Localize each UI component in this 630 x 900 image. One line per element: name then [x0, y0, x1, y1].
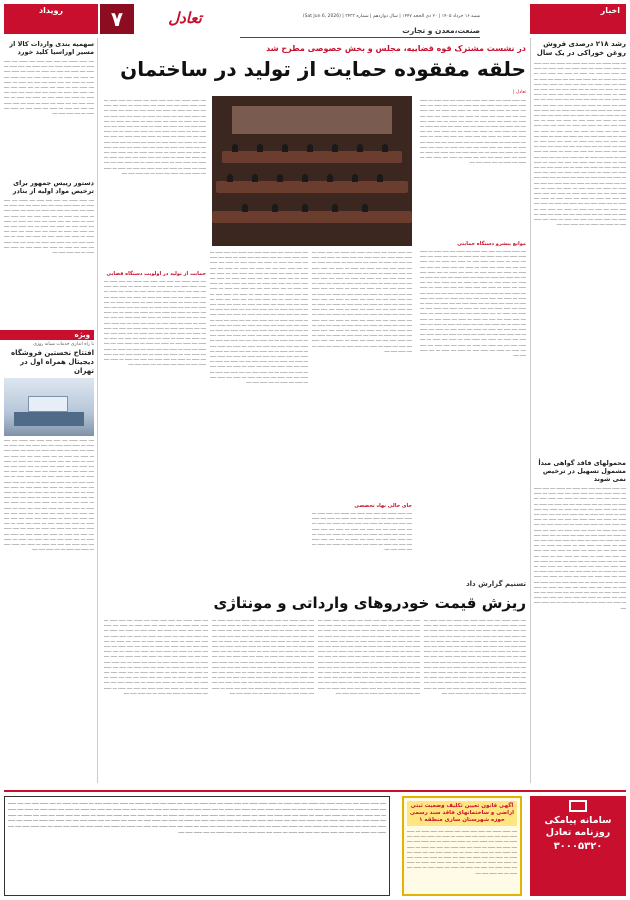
story-text: ـــــ ـــــــ ــــــــ ـــــ ــــــ ــــــ ـــــــ ـــــ ــــــــ ـــــ ــــــ ـــــــ ــــ ـــــــ ـــــــ ـــــــ ـــــ ــــــ ـــــــ ـــــ ــــــ ـــــــ ــــ ـــــــ ـــــ ـــــــ ـــــ ــــــ ـــــ ـــــــ ــــ ـــــــ ـــــ ـــــــ ــــــ ــــ ـــــــ ـــــ ـــــــ ــــ ـــــ ـــــــ ــــــ ـــــ ـــــ ـــــــ ـــــ ـــــــ ــــ ـــــــ ـــــ ــــــ ـــــــ ـــــ ــــــ ـــــ ـــــــ ــــ ـــــــ ـــــ ـــــــ ــــــ ــــ ـــــــ ـــــ ـــــــ ــــ ـــــ ـــــــ ــــــ ـــــ ـــــ ـــــــ ـــــ ـــــــ ــــ ـــــــ ـــــ ــــــ ـــــــ ـــــ ــــــ ـــــ ـــــــ ــــ ـــــــ ـــــ ـــــــ ــــــ ــــ ـــــــ ـــــ ـــــــ ــــ ـــــ ـــــــ ــــــ ـــــ ـــــ ـــــــ ـــــ ـــــــ ــــ ـــــــ ـــــ ــــــ ـــــــ ـــــ ــــــ ـــــ ـــــــ ــــ ـــــــ ـــــ ـــــــ ــــــ ــــ ـــــــ ـــــ ـــــــ ــــ ـــــ ـــــــ ــــــ ـــــ ـــــ ـــــــ ـــــ ـــــــ ــــ ـــــــ ـــــ ــــــ ـــــــ ـــــ ــــــ ـــــ ـــــــ ــــ ـــــــ ـــــ ـــــــ ــــــ ــــ ـــــــ ـــــ ـــــــ ــــ ـــــ ـــــــ ــــــ ـــــ ـــــ ـــــــ ـــــ ـــــــ ــــ ـــــــ ـــــ ــــــ ـــــــ ـــــ ــــــ ـــــ ـــــــ ــــ ـــــــ ـــــ ـــــــ ــــــ ــــ ـــــــ ـــــ ـــــــ ــــ ـــــ ـــــــ ــــــ ـــــ ـــــ ـــــــ ـــــ ـــــــ ــــ ـــــــ ـــــ ــــــ ـــــــ ـــــ ــــــ ـــــ ـــــــ ــــ ـــــــ ـــــ ـــــــ ــــــ ــــ ـــــــ ـــــ ـــــــ ــــ ـــــ ـــــــ ــــــ ـــــ ـــــ ـــــــ ـــــ ـــــــ ــــ ـــــــ ـــــ ــــــ ـــــــ ـــــ ــــــ ـــــ ـــــــ ــــ ـــــــ ـــــ ـــــــ ــــــ ــــ ـــــــ ـــــ ـــــــ ــــ ـــــ ـــــــ ــــــ ـــــ [104, 279, 206, 367]
attendee [277, 174, 283, 182]
attendee [382, 144, 388, 152]
story-text: ـــــ ـــــــ ــــــــ ـــــ ــــــ ــــــ ـــــــ ـــــ ــــــــ ـــــ ــــــ ـــــــ ــــ ـــــــ ـــــــ ـــــــ ـــــ ــــــ ـــــــ ـــــ ــــــ ـــــــ ــــ ـــــــ ـــــ ـــــــ ـــــ ــــــ ـــــ ـــــــ ــــ ـــــــ ـــــ ـــــــ ــــــ ــــ ـــــــ ـــــ ـــــــ ــــ ـــــ ـــــــ ــــــ ـــــ ـــــ ـــــــ ـــــ ـــــــ ــــ ـــــــ ـــــ ــــــ ـــــــ ـــــ ــــــ ـــــ ـــــــ ــــ ـــــــ ـــــ ـــــــ ــــــ ــــ ـــــــ ـــــ ـــــــ ــــ ـــــ ـــــــ ــــــ ـــــ ـــــ ـــــــ ـــــ ـــــــ ــــ ـــــــ ـــــ ــــــ ـــــــ ـــــ ــــــ ـــــ ـــــــ ــــ ـــــــ ـــــ ـــــــ ــــــ ــــ ـــــــ ـــــ ـــــــ ــــ ـــــ ـــــــ ــــــ ـــــ ـــــ ـــــــ ـــــ ـــــــ ــــ ـــــــ ـــــ ــــــ ـــــــ ـــــ ــــــ ـــــ ـــــــ ــــ ـــــــ ـــــ ـــــــ ــــــ ــــ ـــــــ ـــــ ـــــــ ــــ ـــــ ـــــــ ــــــ ـــــ ـــــ ـــــــ ـــــ ـــــــ ــــ ـــــــ ـــــ ــــــ ـــــــ ـــــ ــــــ ـــــ ـــــــ ــــ ـــــــ ـــــ ـــــــ ــــــ ــــ ـــــــ ـــــ ـــــــ ــــ ـــــ ـــــــ ــــــ ـــــ ـــــ ـــــــ ـــــ ـــــــ ــــ ـــــــ ـــــ ــــــ ـــــــ ـــــ ــــــ ـــــ ـــــــ ــــ ـــــــ ـــــ ـــــــ ــــــ ــــ ـــــــ ـــــ ـــــــ ــــ ـــــ ـــــــ ــــــ ـــــ ـــــ ـــــــ ـــــ ـــــــ ــــ ـــــــ ـــــ ــــــ ـــــــ ـــــ ــــــ ـــــ ـــــــ ــــ ـــــــ ـــــ ـــــــ ــــــ ــــ ـــــــ ـــــ ـــــــ ــــ ـــــ ـــــــ ــــــ ـــــ [424, 618, 526, 695]
byline: تعادل | [512, 90, 526, 95]
story-text: ـــــ ـــــــ ــــــــ ـــــ ــــــ ــــــ ـــــــ ـــــ ــــــــ ـــــ ــــــ ـــــــ ــــ ـــــــ ـــــــ ـــــــ ـــــ ــــــ ـــــــ ـــــ ــــــ ـــــــ ــــ ـــــــ ـــــ ـــــــ ـــــ ــــــ ـــــ ـــــــ ــــ ـــــــ ـــــ ـــــــ ــــــ ــــ ـــــــ ـــــ ـــــــ ــــ ـــــ ـــــــ ــــــ ـــــ ـــــ ـــــــ ـــــ ـــــــ ــــ ـــــــ ـــــ ــــــ ـــــــ ـــــ ــــــ ـــــ ـــــــ ــــ ـــــــ ـــــ ـــــــ ــــــ ــــ ـــــــ ـــــ ـــــــ ــــ ـــــ ـــــــ ــــــ ـــــ ـــــ ـــــــ ـــــ ـــــــ ــــ ـــــــ ـــــ ــــــ ـــــــ ـــــ ــــــ ـــــ ـــــــ ــــ ـــــــ ـــــ ـــــــ ــــــ ــــ ـــــــ ـــــ ـــــــ ــــ ـــــ ـــــــ ــــــ ـــــ ـــــ ـــــــ ـــــ ـــــــ ــــ ـــــــ ـــــ ــــــ ـــــــ ـــــ ــــــ ـــــ ـــــــ ــــ ـــــــ ـــــ ـــــــ ــــــ ــــ ـــــــ ـــــ ـــــــ ــــ ـــــ ـــــــ ــــــ ـــــ ـــــ ـــــــ ـــــ ـــــــ ــــ ـــــــ ـــــ ــــــ ـــــــ ـــــ ــــــ ـــــ ـــــــ ــــ ـــــــ ـــــ ـــــــ ــــــ ــــ ـــــــ ـــــ ـــــــ ــــ ـــــ ـــــــ ــــــ ـــــ ـــــ ـــــــ ـــــ ـــــــ ــــ ـــــــ ـــــ ــــــ ـــــــ ـــــ ــــــ ـــــ ـــــــ ــــ ـــــــ ـــــ ـــــــ ــــــ ــــ ـــــــ ـــــ ـــــــ ــــ ـــــ ـــــــ ــــــ ـــــ [420, 98, 526, 165]
attendee [352, 174, 358, 182]
news-body-eurasia: ـــــ ـــــــ ــــــــ ـــــ ــــــ ــــــ ـــــــ ـــــ ــــــــ ـــــ ــــــ ـــــــ ــــ ـــــــ ـــــــ ـــــــ ـــــ ــــــ ـــــــ ـــــ ــــــ ـــــــ ــــ ـــــــ ـــــ ـــــــ ـــــ ــــــ ـــــ ـــــــ ــــ ـــــــ ـــــ ـــــــ ــــــ ــــ ـــــــ ـــــ ـــــــ ــــ ـــــ ـــــــ ــــــ ـــــ ـــــ ـــــــ ـــــ ـــــــ ــــ ـــــــ ـــــ ــــــ ـــــــ ـــــ ــــــ ـــــ ـــــــ ــــ ـــــــ ـــــ ـــــــ ــــــ ــــ ـــــــ ـــــ ـــــــ ــــ ـــــ ـــــــ ــــــ ـــــ ـــــ ـــــــ ـــــ ـــــــ ــــ ـــــــ ـــــ ــــــ ـــــــ ـــــ ــــــ ـــــ ـــــــ ــــ ـــــــ ـــــ ـــــــ ــــــ ــــ ـــــــ ـــــ ـــــــ ــــ ـــــ ـــــــ ــــــ ـــــ ـــــ ـــــــ ـــــ ـــــــ ــــ ـــــــ ـــــ ــــــ ـــــــ ـــــ ــــــ ـــــ ـــــــ ــــ ـــــــ ـــــ ـــــــ ــــــ ــــ ـــــــ ـــــ ـــــــ ــــ ـــــ ـــــــ ــــــ ـــــ [4, 59, 94, 116]
subhead-specialized: جای خالی نهاد تخصصی [354, 503, 412, 509]
ads-band [4, 790, 626, 896]
left-news-column [4, 38, 98, 783]
attendee [357, 144, 363, 152]
attendee [242, 204, 248, 212]
sms-service-box [530, 796, 626, 896]
subhead-judiciary: حمایت از تولید در اولویت دستگاه قضایی [106, 271, 206, 277]
special-section-badge: ویژه [0, 330, 94, 340]
news-headline-customs: محمولهای فاقد گواهی مبدأ مشمول تسهیل در ترخیص نمی شوند [538, 459, 626, 483]
exhibit-headline: افتتاح نخستین فروشگاه دیجیتال همراه اول در تهران [10, 349, 94, 375]
attendee [272, 204, 278, 212]
story-column-1 [420, 98, 526, 539]
story-column-4 [104, 98, 206, 539]
table-row [216, 181, 408, 193]
table-row [222, 151, 402, 163]
ad-title: آگهی قانون تعیین تکلیف وضعیت ثبتی اراضی و ساختمانهای فاقد سند رسمی حوزه شهرستان ساری منطقه ۱ [407, 801, 517, 826]
story-text: ـــــ ـــــــ ــــــــ ـــــ ــــــ ــــــ ـــــــ ـــــ ــــــــ ـــــ ــــــ ـــــــ ــــ ـــــــ ـــــــ ـــــــ ـــــ ــــــ ـــــــ ـــــ ــــــ ـــــــ ــــ ـــــــ ـــــ ـــــــ ـــــ ــــــ ـــــ ـــــــ ــــ ـــــــ ـــــ ـــــــ ــــــ ــــ ـــــــ ـــــ ـــــــ ــــ ـــــ ـــــــ ــــــ ـــــ ـــــ ـــــــ ـــــ ـــــــ ــــ ـــــــ ـــــ ــــــ ـــــــ ـــــ ــــــ ـــــ ـــــــ ــــ ـــــــ ـــــ ـــــــ ــــــ ــــ ـــــــ ـــــ ـــــــ ــــ ـــــ ـــــــ ــــــ ـــــ ـــــ ـــــــ ـــــ ـــــــ ــــ ـــــــ ـــــ ــــــ ـــــــ ـــــ ــــــ ـــــ ـــــــ ــــ ـــــــ ـــــ ـــــــ ــــــ ــــ ـــــــ ـــــ ـــــــ ــــ ـــــ ـــــــ ــــــ ـــــ ـــــ ـــــــ ـــــ ـــــــ ــــ ـــــــ ـــــ ــــــ ـــــــ ـــــ ــــــ ـــــ ـــــــ ــــ ـــــــ ـــــ ـــــــ ــــــ ــــ ـــــــ ـــــ ـــــــ ــــ ـــــ ـــــــ ــــــ ـــــ ـــــ ـــــــ ـــــ ـــــــ ــــ ـــــــ ـــــ ــــــ ـــــــ ـــــ ــــــ ـــــ ـــــــ ــــ ـــــــ ـــــ ـــــــ ــــــ ــــ ـــــــ ـــــ ـــــــ ــــ ـــــ ـــــــ ــــــ ـــــ ـــــ ـــــــ ـــــ ـــــــ ــــ ـــــــ ـــــ ــــــ ـــــــ ـــــ ــــــ ـــــ ـــــــ ــــ ـــــــ ـــــ ـــــــ ــــــ ــــ ـــــــ ـــــ ـــــــ ــــ ـــــ ـــــــ ــــــ ـــــ ـــــ ـــــــ ـــــ ـــــــ ــــ ـــــــ ـــــ ــــــ ـــــــ ـــــ ــــــ ـــــ ـــــــ ــــ ـــــــ ـــــ ـــــــ ــــــ ــــ ـــــــ ـــــ ـــــــ ــــ ـــــ ـــــــ ــــــ ـــــ [318, 618, 420, 695]
attendee [332, 144, 338, 152]
attendee [327, 174, 333, 182]
attendee [302, 174, 308, 182]
section-strip-right: اخبار [530, 4, 626, 34]
exhibit-kicker: با راه اندازی خدمات شبانه روزی [33, 342, 94, 347]
table-row [212, 211, 412, 223]
subhead-obstacles: موانع پیشرو دستگاه حمایتی [457, 241, 526, 247]
story-text: ـــــ ـــــــ ــــــــ ـــــ ــــــ ــــــ ـــــــ ـــــ ــــــــ ـــــ ــــــ ـــــــ ــــ ـــــــ ـــــــ ـــــــ ـــــ ــــــ ـــــــ ـــــ ــــــ ـــــــ ــــ ـــــــ ـــــ ـــــــ ـــــ ــــــ ـــــ ـــــــ ــــ ـــــــ ـــــ ـــــــ ــــــ ــــ ـــــــ ـــــ ـــــــ ــــ ـــــ ـــــــ ــــــ ـــــ ـــــ ـــــــ ـــــ ـــــــ ــــ ـــــــ ـــــ ــــــ ـــــــ ـــــ ــــــ ـــــ ـــــــ ــــ ـــــــ ـــــ ـــــــ ــــــ ــــ ـــــــ ـــــ ـــــــ ــــ ـــــ ـــــــ ــــــ ـــــ ـــــ ـــــــ ـــــ ـــــــ ــــ ـــــــ ـــــ ــــــ ـــــــ ـــــ ــــــ ـــــ ـــــــ ــــ ـــــــ ـــــ ـــــــ ــــــ ــــ ـــــــ ـــــ ـــــــ ــــ ـــــ ـــــــ ــــــ ـــــ ـــــ ـــــــ ـــــ ـــــــ ــــ ـــــــ ـــــ ــــــ ـــــــ ـــــ ــــــ ـــــ ـــــــ ــــ ـــــــ ـــــ ـــــــ ــــــ ــــ ـــــــ ـــــ ـــــــ ــــ ـــــ ـــــــ ــــــ ـــــ ـــــ ـــــــ ـــــ ـــــــ ــــ ـــــــ ـــــ ــــــ ـــــــ ـــــ ــــــ ـــــ ـــــــ ــــ ـــــــ ـــــ ـــــــ ــــــ ــــ ـــــــ ـــــ ـــــــ ــــ ـــــ ـــــــ ــــــ ـــــ ـــــ ـــــــ ـــــ ـــــــ ــــ ـــــــ ـــــ ــــــ ـــــــ ـــــ ــــــ ـــــ ـــــــ ــــ ـــــــ ـــــ ـــــــ ــــــ ــــ ـــــــ ـــــ ـــــــ ــــ ـــــ ـــــــ ــــــ ـــــ ـــــ ـــــــ ـــــ ـــــــ ــــ ـــــــ ـــــ ــــــ ـــــــ ـــــ ــــــ ـــــ ـــــــ ــــ ـــــــ ـــــ ـــــــ ــــــ ــــ ـــــــ ـــــ ـــــــ ــــ ـــــ ـــــــ ــــــ ـــــ [104, 618, 208, 695]
attendee [302, 204, 308, 212]
second-story-body [104, 618, 526, 783]
attendee [332, 204, 338, 212]
conference-backdrop [232, 106, 392, 134]
envelope-icon [569, 800, 587, 812]
section-label: صنعت،معدن و تجارت [240, 26, 480, 38]
store-counter-screen [28, 396, 68, 412]
store-counter [14, 412, 84, 426]
attendee [377, 174, 383, 182]
story-text: ـــــ ـــــــ ــــــــ ـــــ ــــــ ــــــ ـــــــ ـــــ ــــــــ ـــــ ــــــ ـــــــ ــــ ـــــــ ـــــــ ـــــــ ـــــ ــــــ ـــــــ ـــــ ــــــ ـــــــ ــــ ـــــــ ـــــ ـــــــ ـــــ ــــــ ـــــ ـــــــ ــــ ـــــــ ـــــ ـــــــ ــــــ ــــ ـــــــ ـــــ ـــــــ ــــ ـــــ ـــــــ ــــــ ـــــ ـــــ ـــــــ ـــــ ـــــــ ــــ ـــــــ ـــــ ــــــ ـــــــ ـــــ ــــــ ـــــ ـــــــ ــــ ـــــــ ـــــ ـــــــ ــــــ ــــ ـــــــ ـــــ ـــــــ ــــ ـــــ ـــــــ ــــــ ـــــ ـــــ ـــــــ ـــــ ـــــــ ــــ ـــــــ ـــــ ــــــ ـــــــ ـــــ ــــــ ـــــ ـــــــ ــــ ـــــــ ـــــ ـــــــ ــــــ ــــ ـــــــ ـــــ ـــــــ ــــ ـــــ ـــــــ ــــــ ـــــ [312, 511, 412, 552]
attendee [307, 144, 313, 152]
attendee [257, 144, 263, 152]
attendee [252, 174, 258, 182]
news-headline-president: دستور رییس جمهور برای ترخیص مواد اولیه از بنادر [12, 179, 94, 195]
main-kicker: در نشست مشترک قوه قضاییه، مجلس و بخش خصوصی مطرح شد [266, 44, 526, 53]
store-photo [4, 378, 94, 436]
dateline: شنبه ۱۶ خرداد ۱۴۰۵ | ۲۰ ذی الحجه ۱۴۴۷ | سال دوازدهم | شماره ۳۴۳۳ | (Sat Jun 6, 2026) [302, 14, 480, 19]
news-body-customs: ـــــ ـــــــ ــــــــ ـــــ ــــــ ــــــ ـــــــ ـــــ ــــــــ ـــــ ــــــ ـــــــ ــــ ـــــــ ـــــــ ـــــــ ـــــ ــــــ ـــــــ ـــــ ــــــ ـــــــ ــــ ـــــــ ـــــ ـــــــ ـــــ ــــــ ـــــ ـــــــ ــــ ـــــــ ـــــ ـــــــ ــــــ ــــ ـــــــ ـــــ ـــــــ ــــ ـــــ ـــــــ ــــــ ـــــ ـــــ ـــــــ ـــــ ـــــــ ــــ ـــــــ ـــــ ــــــ ـــــــ ـــــ ــــــ ـــــ ـــــــ ــــ ـــــــ ـــــ ـــــــ ــــــ ــــ ـــــــ ـــــ ـــــــ ــــ ـــــ ـــــــ ــــــ ـــــ ـــــ ـــــــ ـــــ ـــــــ ــــ ـــــــ ـــــ ــــــ ـــــــ ـــــ ــــــ ـــــ ـــــــ ــــ ـــــــ ـــــ ـــــــ ــــــ ــــ ـــــــ ـــــ ـــــــ ــــ ـــــ ـــــــ ــــــ ـــــ ـــــ ـــــــ ـــــ ـــــــ ــــ ـــــــ ـــــ ــــــ ـــــــ ـــــ ــــــ ـــــ ـــــــ ــــ ـــــــ ـــــ ـــــــ ــــــ ــــ ـــــــ ـــــ ـــــــ ــــ ـــــ ـــــــ ــــــ ـــــ ـــــ ـــــــ ـــــ ـــــــ ــــ ـــــــ ـــــ ــــــ ـــــــ ـــــ ــــــ ـــــ ـــــــ ــــ ـــــــ ـــــ ـــــــ ــــــ ــــ ـــــــ ـــــ ـــــــ ــــ ـــــ ـــــــ ــــــ ـــــ ـــــ ـــــــ ـــــ ـــــــ ــــ ـــــــ ـــــ ــــــ ـــــــ ـــــ ــــــ ـــــ ـــــــ ــــ ـــــــ ـــــ ـــــــ ــــــ ــــ ـــــــ ـــــ ـــــــ ــــ ـــــ ـــــــ ــــــ ـــــ ـــــ ـــــــ ـــــ ـــــــ ــــ ـــــــ ـــــ ــــــ ـــــــ ـــــ ــــــ ـــــ ـــــــ ــــ ـــــــ ـــــ ـــــــ ــــــ ــــ ـــــــ ـــــ ـــــــ ــــ ـــــ ـــــــ ــــــ ـــــ ـــــ ـــــــ ـــــ ـــــــ ــــ ـــــــ ـــــ ــــــ ـــــــ ـــــ ــــــ ـــــ ـــــــ ــــ ـــــــ ـــــ ـــــــ ــــــ ــــ ـــــــ ـــــ ـــــــ ــــ ـــــ ـــــــ ــــــ ـــــ ـــــ ـــــــ ـــــ ـــــــ ــــ ـــــــ ـــــ ــــــ ـــــــ ـــــ ــــــ ـــــ ـــــــ ــــ ـــــــ ـــــ ـــــــ ــــــ ــــ ـــــــ ـــــ ـــــــ ــــ ـــــ ـــــــ ــــــ ـــــ ـــــ ـــــــ ـــــ ـــــــ ــــ ـــــــ ـــــ ــــــ ـــــــ ـــــ ــــــ ـــــ ـــــــ ــــ ـــــــ ـــــ ـــــــ ــــــ ــــ ـــــــ ـــــ ـــــــ ــــ ـــــ ـــــــ ــــــ ـــــ [534, 486, 626, 610]
news-headline-oil: رشد ۲۱۸ درصدی فروش روغن خوراکی در یک سال [536, 40, 626, 57]
newspaper-logo: تعادل [168, 9, 202, 27]
classified-ad-box [4, 796, 390, 896]
story-text: ـــــ ـــــــ ــــــــ ـــــ ــــــ ــــــ ـــــــ ـــــ ــــــــ ـــــ ــــــ ـــــــ ــــ ـــــــ ـــــــ ـــــــ ـــــ ــــــ ـــــــ ـــــ ــــــ ـــــــ ــــ ـــــــ ـــــ ـــــــ ـــــ ــــــ ـــــ ـــــــ ــــ ـــــــ ـــــ ـــــــ ــــــ ــــ ـــــــ ـــــ ـــــــ ــــ ـــــ ـــــــ ــــــ ـــــ ـــــ ـــــــ ـــــ ـــــــ ــــ ـــــــ ـــــ ــــــ ـــــــ ـــــ ــــــ ـــــ ـــــــ ــــ ـــــــ ـــــ ـــــــ ــــــ ــــ ـــــــ ـــــ ـــــــ ــــ ـــــ ـــــــ ــــــ ـــــ ـــــ ـــــــ ـــــ ـــــــ ــــ ـــــــ ـــــ ــــــ ـــــــ ـــــ ــــــ ـــــ ـــــــ ــــ ـــــــ ـــــ ـــــــ ــــــ ــــ ـــــــ ـــــ ـــــــ ــــ ـــــ ـــــــ ــــــ ـــــ ـــــ ـــــــ ـــــ ـــــــ ــــ ـــــــ ـــــ ــــــ ـــــــ ـــــ ــــــ ـــــ ـــــــ ــــ ـــــــ ـــــ ـــــــ ــــــ ــــ ـــــــ ـــــ ـــــــ ــــ ـــــ ـــــــ ــــــ ـــــ ـــــ ـــــــ ـــــ ـــــــ ــــ ـــــــ ـــــ ــــــ ـــــــ ـــــ ــــــ ـــــ ـــــــ ــــ ـــــــ ـــــ ـــــــ ــــــ ــــ ـــــــ ـــــ ـــــــ ــــ ـــــ ـــــــ ــــــ ـــــ ـــــ ـــــــ ـــــ ـــــــ ــــ ـــــــ ـــــ ــــــ ـــــــ ـــــ ــــــ ـــــ ـــــــ ــــ ـــــــ ـــــ ـــــــ ــــــ ــــ ـــــــ ـــــ ـــــــ ــــ ـــــ ـــــــ ــــــ ـــــ ـــــ ـــــــ ـــــ ـــــــ ــــ ـــــــ ـــــ ــــــ ـــــــ ـــــ ــــــ ـــــ ـــــــ ــــ ـــــــ ـــــ ـــــــ ــــــ ــــ ـــــــ ـــــ ـــــــ ــــ ـــــ ـــــــ ــــــ ـــــ [212, 618, 314, 695]
news-body-store: ـــــ ـــــــ ــــــــ ـــــ ــــــ ــــــ ـــــــ ـــــ ــــــــ ـــــ ــــــ ـــــــ ــــ ـــــــ ـــــــ ـــــــ ـــــ ــــــ ـــــــ ـــــ ــــــ ـــــــ ــــ ـــــــ ـــــ ـــــــ ـــــ ــــــ ـــــ ـــــــ ــــ ـــــــ ـــــ ـــــــ ــــــ ــــ ـــــــ ـــــ ـــــــ ــــ ـــــ ـــــــ ــــــ ـــــ ـــــ ـــــــ ـــــ ـــــــ ــــ ـــــــ ـــــ ــــــ ـــــــ ـــــ ــــــ ـــــ ـــــــ ــــ ـــــــ ـــــ ـــــــ ــــــ ــــ ـــــــ ـــــ ـــــــ ــــ ـــــ ـــــــ ــــــ ـــــ ـــــ ـــــــ ـــــ ـــــــ ــــ ـــــــ ـــــ ــــــ ـــــــ ـــــ ــــــ ـــــ ـــــــ ــــ ـــــــ ـــــ ـــــــ ــــــ ــــ ـــــــ ـــــ ـــــــ ــــ ـــــ ـــــــ ــــــ ـــــ ـــــ ـــــــ ـــــ ـــــــ ــــ ـــــــ ـــــ ــــــ ـــــــ ـــــ ــــــ ـــــ ـــــــ ــــ ـــــــ ـــــ ـــــــ ــــــ ــــ ـــــــ ـــــ ـــــــ ــــ ـــــ ـــــــ ــــــ ـــــ ـــــ ـــــــ ـــــ ـــــــ ــــ ـــــــ ـــــ ــــــ ـــــــ ـــــ ــــــ ـــــ ـــــــ ــــ ـــــــ ـــــ ـــــــ ــــــ ــــ ـــــــ ـــــ ـــــــ ــــ ـــــ ـــــــ ــــــ ـــــ ـــــ ـــــــ ـــــ ـــــــ ــــ ـــــــ ـــــ ــــــ ـــــــ ـــــ ــــــ ـــــ ـــــــ ــــ ـــــــ ـــــ ـــــــ ــــــ ــــ ـــــــ ـــــ ـــــــ ــــ ـــــ ـــــــ ــــــ ـــــ ـــــ ـــــــ ـــــ ـــــــ ــــ ـــــــ ـــــ ــــــ ـــــــ ـــــ ــــــ ـــــ ـــــــ ــــ ـــــــ ـــــ ـــــــ ــــــ ــــ ـــــــ ـــــ ـــــــ ــــ ـــــ ـــــــ ــــــ ـــــ ـــــ ـــــــ ـــــ ـــــــ ــــ ـــــــ ـــــ ــــــ ـــــــ ـــــ ــــــ ـــــ ـــــــ ــــ ـــــــ ـــــ ـــــــ ــــــ ــــ ـــــــ ـــــ ـــــــ ــــ ـــــ ـــــــ ــــــ ـــــ ـــــ ـــــــ ـــــ ـــــــ ــــ ـــــــ ـــــ ــــــ ـــــــ ـــــ ــــــ ـــــ ـــــــ ــــ ـــــــ ـــــ ـــــــ ــــــ ــــ ـــــــ ـــــ ـــــــ ــــ ـــــ ـــــــ ــــــ ـــــ [4, 438, 94, 552]
conference-photo [212, 96, 412, 246]
second-headline: ریزش قیمت خودروهای وارداتی و مونتاژی [213, 594, 526, 612]
news-body-president: ـــــ ـــــــ ــــــــ ـــــ ــــــ ــــــ ـــــــ ـــــ ــــــــ ـــــ ــــــ ـــــــ ــــ ـــــــ ـــــــ ـــــــ ـــــ ــــــ ـــــــ ـــــ ــــــ ـــــــ ــــ ـــــــ ـــــ ـــــــ ـــــ ــــــ ـــــ ـــــــ ــــ ـــــــ ـــــ ـــــــ ــــــ ــــ ـــــــ ـــــ ـــــــ ــــ ـــــ ـــــــ ــــــ ـــــ ـــــ ـــــــ ـــــ ـــــــ ــــ ـــــــ ـــــ ــــــ ـــــــ ـــــ ــــــ ـــــ ـــــــ ــــ ـــــــ ـــــ ـــــــ ــــــ ــــ ـــــــ ـــــ ـــــــ ــــ ـــــ ـــــــ ــــــ ـــــ ـــــ ـــــــ ـــــ ـــــــ ــــ ـــــــ ـــــ ــــــ ـــــــ ـــــ ــــــ ـــــ ـــــــ ــــ ـــــــ ـــــ ـــــــ ــــــ ــــ ـــــــ ـــــ ـــــــ ــــ ـــــ ـــــــ ــــــ ـــــ ـــــ ـــــــ ـــــ ـــــــ ــــ ـــــــ ـــــ ــــــ ـــــــ ـــــ ــــــ ـــــ ـــــــ ــــ ـــــــ ـــــ ـــــــ ــــــ ــــ ـــــــ ـــــ ـــــــ ــــ ـــــ ـــــــ ــــــ ـــــ [4, 198, 94, 255]
right-news-column [530, 38, 626, 783]
ad-text: ـــــ ـــــــ ــــــــ ـــــ ــــــ ــــــ ـــــــ ـــــ ــــــــ ـــــ ــــــ ـــــــ ــــ ـــــــ ـــــــ ـــــــ ـــــ ــــــ ـــــــ ـــــ ــــــ ـــــــ ــــ ـــــــ ـــــ ـــــــ ـــــ ــــــ ـــــ ـــــــ ــــ ـــــــ ـــــ ـــــــ ــــــ ــــ ـــــــ ـــــ ـــــــ ــــ ـــــ ـــــــ ــــــ ـــــ ـــــ ـــــــ ـــــ ـــــــ ــــ ـــــــ ـــــ ــــــ ـــــــ ـــــ ــــــ ـــــ ـــــــ ــــ ـــــــ ـــــ ـــــــ ــــــ ــــ ـــــــ ـــــ ـــــــ ــــ ـــــ ـــــــ ــــــ ـــــ ـــــ ـــــــ ـــــ ـــــــ ــــ ـــــــ ـــــ ــــــ ـــــــ ـــــ ــــــ ـــــ ـــــــ ــــ ـــــــ ـــــ ـــــــ ــــــ ــــ ـــــــ ـــــ ـــــــ ــــ ـــــ ـــــــ ــــــ ـــــ ـــــ ـــــــ ـــــ ـــــــ ــــ ـــــــ ـــــ ــــــ ـــــــ ـــــ ــــــ ـــــ ـــــــ ــــ ـــــــ ـــــ ـــــــ ــــــ ــــ ـــــــ ـــــ ـــــــ ــــ ـــــ ـــــــ ــــــ ـــــ [407, 829, 517, 875]
story-text: ـــــ ـــــــ ــــــــ ـــــ ــــــ ــــــ ـــــــ ـــــ ــــــــ ـــــ ــــــ ـــــــ ــــ ـــــــ ـــــــ ـــــــ ـــــ ــــــ ـــــــ ـــــ ــــــ ـــــــ ــــ ـــــــ ـــــ ـــــــ ـــــ ــــــ ـــــ ـــــــ ــــ ـــــــ ـــــ ـــــــ ــــــ ــــ ـــــــ ـــــ ـــــــ ــــ ـــــ ـــــــ ــــــ ـــــ ـــــ ـــــــ ـــــ ـــــــ ــــ ـــــــ ـــــ ــــــ ـــــــ ـــــ ــــــ ـــــ ـــــــ ــــ ـــــــ ـــــ ـــــــ ــــــ ــــ ـــــــ ـــــ ـــــــ ــــ ـــــ ـــــــ ــــــ ـــــ ـــــ ـــــــ ـــــ ـــــــ ــــ ـــــــ ـــــ ــــــ ـــــــ ـــــ ــــــ ـــــ ـــــــ ــــ ـــــــ ـــــ ـــــــ ــــــ ــــ ـــــــ ـــــ ـــــــ ــــ ـــــ ـــــــ ــــــ ـــــ ـــــ ـــــــ ـــــ ـــــــ ــــ ـــــــ ـــــ ــــــ ـــــــ ـــــ ــــــ ـــــ ـــــــ ــــ ـــــــ ـــــ ـــــــ ــــــ ــــ ـــــــ ـــــ ـــــــ ــــ ـــــ ـــــــ ــــــ ـــــ ـــــ ـــــــ ـــــ ـــــــ ــــ ـــــــ ـــــ ــــــ ـــــــ ـــــ ــــــ ـــــ ـــــــ ــــ ـــــــ ـــــ ـــــــ ــــــ ــــ ـــــــ ـــــ ـــــــ ــــ ـــــ ـــــــ ــــــ ـــــ ـــــ ـــــــ ـــــ ـــــــ ــــ ـــــــ ـــــ ــــــ ـــــــ ـــــ ــــــ ـــــ ـــــــ ــــ ـــــــ ـــــ ـــــــ ــــــ ــــ ـــــــ ـــــ ـــــــ ــــ ـــــ ـــــــ ــــــ ـــــ ـــــ ـــــــ ـــــ ـــــــ ــــ ـــــــ ـــــ ــــــ ـــــــ ـــــ ــــــ ـــــ ـــــــ ــــ ـــــــ ـــــ ـــــــ ــــــ ــــ ـــــــ ـــــ ـــــــ ــــ ـــــ ـــــــ ــــــ ـــــ ـــــ ـــــــ ـــــ ـــــــ ــــ ـــــــ ـــــ ــــــ ـــــــ ـــــ ــــــ ـــــ ـــــــ ــــ ـــــــ ـــــ ـــــــ ــــــ ــــ ـــــــ ـــــ ـــــــ ــــ ـــــ ـــــــ ــــــ ـــــ ـــــ ـــــــ ـــــ ـــــــ ــــ ـــــــ ـــــ ــــــ ـــــــ ـــــ ــــــ ـــــ ـــــــ ــــ ـــــــ ـــــ ـــــــ ــــــ ــــ ـــــــ ـــــ ـــــــ ــــ ـــــ ـــــــ ــــــ ـــــ ـــــ ـــــــ ـــــ ـــــــ ــــ ـــــــ ـــــ ــــــ ـــــــ ـــــ ــــــ ـــــ ـــــــ ــــ ـــــــ ـــــ ـــــــ ــــــ ــــ ـــــــ ـــــ ـــــــ ــــ ـــــ ـــــــ ــــــ ـــــ ـــــ ـــــــ ـــــ ـــــــ ــــ ـــــــ ـــــ ــــــ ـــــــ ـــــ ــــــ ـــــ ـــــــ ــــ ـــــــ ـــــ ـــــــ ــــــ ــــ ـــــــ ـــــ ـــــــ ــــ ـــــ ـــــــ ــــــ ـــــ ـــــ ـــــــ ـــــ ـــــــ ــــ ـــــــ ـــــ ــــــ ـــــــ ـــــ ــــــ ـــــ ـــــــ ــــ ـــــــ ـــــ ـــــــ ــــــ ــــ ـــــــ ـــــ ـــــــ ــــ ـــــ ـــــــ ــــــ ـــــ [210, 250, 308, 385]
story-text: ـــــ ـــــــ ــــــــ ـــــ ــــــ ــــــ ـــــــ ـــــ ــــــــ ـــــ ــــــ ـــــــ ــــ ـــــــ ـــــــ ـــــــ ـــــ ــــــ ـــــــ ـــــ ــــــ ـــــــ ــــ ـــــــ ـــــ ـــــــ ـــــ ــــــ ـــــ ـــــــ ــــ ـــــــ ـــــ ـــــــ ــــــ ــــ ـــــــ ـــــ ـــــــ ــــ ـــــ ـــــــ ــــــ ـــــ ـــــ ـــــــ ـــــ ـــــــ ــــ ـــــــ ـــــ ــــــ ـــــــ ـــــ ــــــ ـــــ ـــــــ ــــ ـــــــ ـــــ ـــــــ ــــــ ــــ ـــــــ ـــــ ـــــــ ــــ ـــــ ـــــــ ــــــ ـــــ ـــــ ـــــــ ـــــ ـــــــ ــــ ـــــــ ـــــ ــــــ ـــــــ ـــــ ــــــ ـــــ ـــــــ ــــ ـــــــ ـــــ ـــــــ ــــــ ــــ ـــــــ ـــــ ـــــــ ــــ ـــــ ـــــــ ــــــ ـــــ ـــــ ـــــــ ـــــ ـــــــ ــــ ـــــــ ـــــ ــــــ ـــــــ ـــــ ــــــ ـــــ ـــــــ ــــ ـــــــ ـــــ ـــــــ ــــــ ــــ ـــــــ ـــــ ـــــــ ــــ ـــــ ـــــــ ــــــ ـــــ ـــــ ـــــــ ـــــ ـــــــ ــــ ـــــــ ـــــ ــــــ ـــــــ ـــــ ــــــ ـــــ ـــــــ ــــ ـــــــ ـــــ ـــــــ ــــــ ــــ ـــــــ ـــــ ـــــــ ــــ ـــــ ـــــــ ــــــ ـــــ ـــــ ـــــــ ـــــ ـــــــ ــــ ـــــــ ـــــ ــــــ ـــــــ ـــــ ــــــ ـــــ ـــــــ ــــ ـــــــ ـــــ ـــــــ ــــــ ــــ ـــــــ ـــــ ـــــــ ــــ ـــــ ـــــــ ــــــ ـــــ ـــــ ـــــــ ـــــ ـــــــ ــــ ـــــــ ـــــ ــــــ ـــــــ ـــــ ــــــ ـــــ ـــــــ ــــ ـــــــ ـــــ ـــــــ ــــــ ــــ ـــــــ ـــــ ـــــــ ــــ ـــــ ـــــــ ــــــ ـــــ ـــــ ـــــــ ـــــ ـــــــ ــــ ـــــــ ـــــ ــــــ ـــــــ ـــــ ــــــ ـــــ ـــــــ ــــ ـــــــ ـــــ ـــــــ ــــــ ــــ ـــــــ ـــــ ـــــــ ــــ ـــــ ـــــــ ــــــ ـــــ ـــــ ـــــــ ـــــ ـــــــ ــــ ـــــــ ـــــ ــــــ ـــــــ ـــــ ــــــ ـــــ ـــــــ ــــ ـــــــ ـــــ ـــــــ ــــــ ــــ ـــــــ ـــــ ـــــــ ــــ ـــــ ـــــــ ــــــ ـــــ ـــــ ـــــــ ـــــ ـــــــ ــــ ـــــــ ـــــ ــــــ ـــــــ ـــــ ــــــ ـــــ ـــــــ ــــ ـــــــ ـــــ ـــــــ ــــــ ــــ ـــــــ ـــــ ـــــــ ــــ ـــــ ـــــــ ــــــ ـــــ [420, 249, 526, 358]
story-column-3 [210, 250, 308, 575]
attendee [232, 144, 238, 152]
second-kicker: تسنیم گزارش داد [466, 580, 526, 588]
story-text: ـــــ ـــــــ ــــــــ ـــــ ــــــ ــــــ ـــــــ ـــــ ــــــــ ـــــ ــــــ ـــــــ ــــ ـــــــ ـــــــ ـــــــ ـــــ ــــــ ـــــــ ـــــ ــــــ ـــــــ ــــ ـــــــ ـــــ ـــــــ ـــــ ــــــ ـــــ ـــــــ ــــ ـــــــ ـــــ ـــــــ ــــــ ــــ ـــــــ ـــــ ـــــــ ــــ ـــــ ـــــــ ــــــ ـــــ ـــــ ـــــــ ـــــ ـــــــ ــــ ـــــــ ـــــ ــــــ ـــــــ ـــــ ــــــ ـــــ ـــــــ ــــ ـــــــ ـــــ ـــــــ ــــــ ــــ ـــــــ ـــــ ـــــــ ــــ ـــــ ـــــــ ــــــ ـــــ ـــــ ـــــــ ـــــ ـــــــ ــــ ـــــــ ـــــ ــــــ ـــــــ ـــــ ــــــ ـــــ ـــــــ ــــ ـــــــ ـــــ ـــــــ ــــــ ــــ ـــــــ ـــــ ـــــــ ــــ ـــــ ـــــــ ــــــ ـــــ ـــــ ـــــــ ـــــ ـــــــ ــــ ـــــــ ـــــ ــــــ ـــــــ ـــــ ــــــ ـــــ ـــــــ ــــ ـــــــ ـــــ ـــــــ ــــــ ــــ ـــــــ ـــــ ـــــــ ــــ ـــــ ـــــــ ــــــ ـــــ ـــــ ـــــــ ـــــ ـــــــ ــــ ـــــــ ـــــ ــــــ ـــــــ ـــــ ــــــ ـــــ ـــــــ ــــ ـــــــ ـــــ ـــــــ ــــــ ــــ ـــــــ ـــــ ـــــــ ــــ ـــــ ـــــــ ــــــ ـــــ ـــــ ـــــــ ـــــ ـــــــ ــــ ـــــــ ـــــ ــــــ ـــــــ ـــــ ــــــ ـــــ ـــــــ ــــ ـــــــ ـــــ ـــــــ ــــــ ــــ ـــــــ ـــــ ـــــــ ــــ ـــــ ـــــــ ــــــ ـــــ ـــــ ـــــــ ـــــ ـــــــ ــــ ـــــــ ـــــ ــــــ ـــــــ ـــــ ــــــ ـــــ ـــــــ ــــ ـــــــ ـــــ ـــــــ ــــــ ــــ ـــــــ ـــــ ـــــــ ــــ ـــــ ـــــــ ــــــ ـــــ ـــــ ـــــــ ـــــ ـــــــ ــــ ـــــــ ـــــ ــــــ ـــــــ ـــــ ــــــ ـــــ ـــــــ ــــ ـــــــ ـــــ ـــــــ ــــــ ــــ ـــــــ ـــــ ـــــــ ــــ ـــــ ـــــــ ــــــ ـــــ ـــــ ـــــــ ـــــ ـــــــ ــــ ـــــــ ـــــ ــــــ ـــــــ ـــــ ــــــ ـــــ ـــــــ ــــ ـــــــ ـــــ ـــــــ ــــــ ــــ ـــــــ ـــــ ـــــــ ــــ ـــــ ـــــــ ــــــ ـــــ [312, 250, 412, 353]
attendee [227, 174, 233, 182]
legal-notice-ad [402, 796, 522, 896]
sms-number: ۳۰۰۰۵۳۲۰ [553, 841, 603, 852]
story-text: ـــــ ـــــــ ــــــــ ـــــ ــــــ ــــــ ـــــــ ـــــ ــــــــ ـــــ ــــــ ـــــــ ــــ ـــــــ ـــــــ ـــــــ ـــــ ــــــ ـــــــ ـــــ ــــــ ـــــــ ــــ ـــــــ ـــــ ـــــــ ـــــ ــــــ ـــــ ـــــــ ــــ ـــــــ ـــــ ـــــــ ــــــ ــــ ـــــــ ـــــ ـــــــ ــــ ـــــ ـــــــ ــــــ ـــــ ـــــ ـــــــ ـــــ ـــــــ ــــ ـــــــ ـــــ ــــــ ـــــــ ـــــ ــــــ ـــــ ـــــــ ــــ ـــــــ ـــــ ـــــــ ــــــ ــــ ـــــــ ـــــ ـــــــ ــــ ـــــ ـــــــ ــــــ ـــــ ـــــ ـــــــ ـــــ ـــــــ ــــ ـــــــ ـــــ ــــــ ـــــــ ـــــ ــــــ ـــــ ـــــــ ــــ ـــــــ ـــــ ـــــــ ــــــ ــــ ـــــــ ـــــ ـــــــ ــــ ـــــ ـــــــ ــــــ ـــــ ـــــ ـــــــ ـــــ ـــــــ ــــ ـــــــ ـــــ ــــــ ـــــــ ـــــ ــــــ ـــــ ـــــــ ــــ ـــــــ ـــــ ـــــــ ــــــ ــــ ـــــــ ـــــ ـــــــ ــــ ـــــ ـــــــ ــــــ ـــــ ـــــ ـــــــ ـــــ ـــــــ ــــ ـــــــ ـــــ ــــــ ـــــــ ـــــ ــــــ ـــــ ـــــــ ــــ ـــــــ ـــــ ـــــــ ــــــ ــــ ـــــــ ـــــ ـــــــ ــــ ـــــ ـــــــ ــــــ ـــــ ـــــ ـــــــ ـــــ ـــــــ ــــ ـــــــ ـــــ ــــــ ـــــــ ـــــ ــــــ ـــــ ـــــــ ــــ ـــــــ ـــــ ـــــــ ــــــ ــــ ـــــــ ـــــ ـــــــ ــــ ـــــ ـــــــ ــــــ ـــــ ـــــ ـــــــ ـــــ ـــــــ ــــ ـــــــ ـــــ ــــــ ـــــــ ـــــ ــــــ ـــــ ـــــــ ــــ ـــــــ ـــــ ـــــــ ــــــ ــــ ـــــــ ـــــ ـــــــ ــــ ـــــ ـــــــ ــــــ ـــــ [104, 98, 206, 175]
attendee [362, 204, 368, 212]
ad-text: ـــــ ـــــــ ــــــــ ـــــ ــــــ ــــــ ـــــــ ـــــ ــــــــ ـــــ ــــــ ـــــــ ــــ ـــــــ ـــــــ ـــــــ ـــــ ــــــ ـــــــ ـــــ ــــــ ـــــــ ــــ ـــــــ ـــــ ـــــــ ـــــ ــــــ ـــــ ـــــــ ــــ ـــــــ ـــــ ـــــــ ــــــ ــــ ـــــــ ـــــ ـــــــ ــــ ـــــ ـــــــ ــــــ ـــــ ـــــ ـــــــ ـــــ ـــــــ ــــ ـــــــ ـــــ ــــــ ـــــــ ـــــ ــــــ ـــــ ـــــــ ــــ ـــــــ ـــــ ـــــــ ــــــ ــــ ـــــــ ـــــ ـــــــ ــــ ـــــ ـــــــ ــــــ ـــــ ـــــ ـــــــ ـــــ ـــــــ ــــ ـــــــ ـــــ ــــــ ـــــــ ـــــ ــــــ ـــــ ـــــــ ــــ ـــــــ ـــــ ـــــــ ــــــ ــــ ـــــــ ـــــ ـــــــ ــــ ـــــ ـــــــ ــــــ ـــــ ـــــ ـــــــ ـــــ ـــــــ ــــ ـــــــ ـــــ ــــــ ـــــــ ـــــ ــــــ ـــــ ـــــــ ــــ ـــــــ ـــــ ـــــــ ــــــ ــــ ـــــــ ـــــ ـــــــ ــــ ـــــ ـــــــ ــــــ ـــــ ـــــ ـــــــ ـــــ ـــــــ ــــ ـــــــ ـــــ ــــــ ـــــــ ـــــ ــــــ ـــــ ـــــــ ــــ ـــــــ ـــــ ـــــــ ــــــ ــــ ـــــــ ـــــ ـــــــ ــــ ـــــ ـــــــ ــــــ ـــــ ـــــ ـــــــ ـــــ ـــــــ ــــ ـــــــ ـــــ ــــــ ـــــــ ـــــ ــــــ ـــــ ـــــــ ــــ ـــــــ ـــــ ـــــــ ــــــ ــــ ـــــــ ـــــ ـــــــ ــــ ـــــ ـــــــ ــــــ ـــــ ـــــ ـــــــ ـــــ ـــــــ ــــ ـــــــ ـــــ ــــــ ـــــــ ـــــ ــــــ ـــــ ـــــــ ــــ ـــــــ ـــــ ـــــــ ــــــ ــــ ـــــــ ـــــ ـــــــ ــــ ـــــ ـــــــ ــــــ ـــــ ـــــ ـــــــ ـــــ ـــــــ ــــ ـــــــ ـــــ ــــــ ـــــــ ـــــ ــــــ ـــــ ـــــــ ــــ ـــــــ ـــــ ـــــــ ــــــ ــــ ـــــــ ـــــ ـــــــ ــــ ـــــ ـــــــ ــــــ ـــــ ـــــ ـــــــ ـــــ ـــــــ ــــ ـــــــ ـــــ ــــــ ـــــــ ـــــ ــــــ ـــــ ـــــــ ــــ ـــــــ ـــــ ـــــــ ــــــ ــــ ـــــــ ـــــ ـــــــ ــــ ـــــ ـــــــ ــــــ ـــــ [8, 800, 386, 834]
main-headline: حلقه مفقوده حمایت از تولید در ساختمان [120, 57, 526, 81]
page-header [0, 0, 630, 40]
attendee [282, 144, 288, 152]
story-column-2 [312, 250, 412, 581]
sms-label: سامانه پیامکی روزنامه تعادل [544, 815, 612, 838]
page-number: ۷ [100, 4, 134, 34]
section-strip-left: رویداد [4, 4, 98, 34]
news-headline-eurasia: سهمیه بندی واردات کالا از مسیر اوراسیا کلید خورد [9, 40, 94, 56]
news-body-oil: ـــــ ـــــــ ــــــــ ـــــ ــــــ ــــــ ـــــــ ـــــ ــــــــ ـــــ ــــــ ـــــــ ــــ ـــــــ ـــــــ ـــــــ ـــــ ــــــ ـــــــ ـــــ ــــــ ـــــــ ــــ ـــــــ ـــــ ـــــــ ـــــ ــــــ ـــــ ـــــــ ــــ ـــــــ ـــــ ـــــــ ــــــ ــــ ـــــــ ـــــ ـــــــ ــــ ـــــ ـــــــ ــــــ ـــــ ـــــ ـــــــ ـــــ ـــــــ ــــ ـــــــ ـــــ ــــــ ـــــــ ـــــ ــــــ ـــــ ـــــــ ــــ ـــــــ ـــــ ـــــــ ــــــ ــــ ـــــــ ـــــ ـــــــ ــــ ـــــ ـــــــ ــــــ ـــــ ـــــ ـــــــ ـــــ ـــــــ ــــ ـــــــ ـــــ ــــــ ـــــــ ـــــ ــــــ ـــــ ـــــــ ــــ ـــــــ ـــــ ـــــــ ــــــ ــــ ـــــــ ـــــ ـــــــ ــــ ـــــ ـــــــ ــــــ ـــــ ـــــ ـــــــ ـــــ ـــــــ ــــ ـــــــ ـــــ ــــــ ـــــــ ـــــ ــــــ ـــــ ـــــــ ــــ ـــــــ ـــــ ـــــــ ــــــ ــــ ـــــــ ـــــ ـــــــ ــــ ـــــ ـــــــ ــــــ ـــــ ـــــ ـــــــ ـــــ ـــــــ ــــ ـــــــ ـــــ ــــــ ـــــــ ـــــ ــــــ ـــــ ـــــــ ــــ ـــــــ ـــــ ـــــــ ــــــ ــــ ـــــــ ـــــ ـــــــ ــــ ـــــ ـــــــ ــــــ ـــــ ـــــ ـــــــ ـــــ ـــــــ ــــ ـــــــ ـــــ ــــــ ـــــــ ـــــ ــــــ ـــــ ـــــــ ــــ ـــــــ ـــــ ـــــــ ــــــ ــــ ـــــــ ـــــ ـــــــ ــــ ـــــ ـــــــ ــــــ ـــــ ـــــ ـــــــ ـــــ ـــــــ ــــ ـــــــ ـــــ ــــــ ـــــــ ـــــ ــــــ ـــــ ـــــــ ــــ ـــــــ ـــــ ـــــــ ــــــ ــــ ـــــــ ـــــ ـــــــ ــــ ـــــ ـــــــ ــــــ ـــــ ـــــ ـــــــ ـــــ ـــــــ ــــ ـــــــ ـــــ ــــــ ـــــــ ـــــ ــــــ ـــــ ـــــــ ــــ ـــــــ ـــــ ـــــــ ــــــ ــــ ـــــــ ـــــ ـــــــ ــــ ـــــ ـــــــ ــــــ ـــــ ـــــ ـــــــ ـــــ ـــــــ ــــ ـــــــ ـــــ ــــــ ـــــــ ـــــ ــــــ ـــــ ـــــــ ــــ ـــــــ ـــــ ـــــــ ــــــ ــــ ـــــــ ـــــ ـــــــ ــــ ـــــ ـــــــ ــــــ ـــــ ـــــ ـــــــ ـــــ ـــــــ ــــ ـــــــ ـــــ ــــــ ـــــــ ـــــ ــــــ ـــــ ـــــــ ــــ ـــــــ ـــــ ـــــــ ــــــ ــــ ـــــــ ـــــ ـــــــ ــــ ـــــ ـــــــ ــــــ ـــــ ـــــ ـــــــ ـــــ ـــــــ ــــ ـــــــ ـــــ ــــــ ـــــــ ـــــ ــــــ ـــــ ـــــــ ــــ ـــــــ ـــــ ـــــــ ــــــ ــــ ـــــــ ـــــ ـــــــ ــــ ـــــ ـــــــ ــــــ ـــــ ـــــ ـــــــ ـــــ ـــــــ ــــ ـــــــ ـــــ ــــــ ـــــــ ـــــ ــــــ ـــــ ـــــــ ــــ ـــــــ ـــــ ـــــــ ــــــ ــــ ـــــــ ـــــ ـــــــ ــــ ـــــ ـــــــ ــــــ ـــــ ـــــ ـــــــ ـــــ ـــــــ ــــ ـــــــ ـــــ ــــــ ـــــــ ـــــ ــــــ ـــــ ـــــــ ــــ ـــــــ ـــــ ـــــــ ــــــ ــــ ـــــــ ـــــ ـــــــ ــــ ـــــ ـــــــ ــــــ ـــــ ـــــ ـــــــ ـــــ ـــــــ ــــ ـــــــ ـــــ ــــــ ـــــــ ـــــ ــــــ ـــــ ـــــــ ــــ ـــــــ ـــــ ـــــــ ــــــ ــــ ـــــــ ـــــ ـــــــ ــــ ـــــ ـــــــ ــــــ ـــــ [534, 61, 626, 227]
main-story-area [104, 40, 526, 785]
